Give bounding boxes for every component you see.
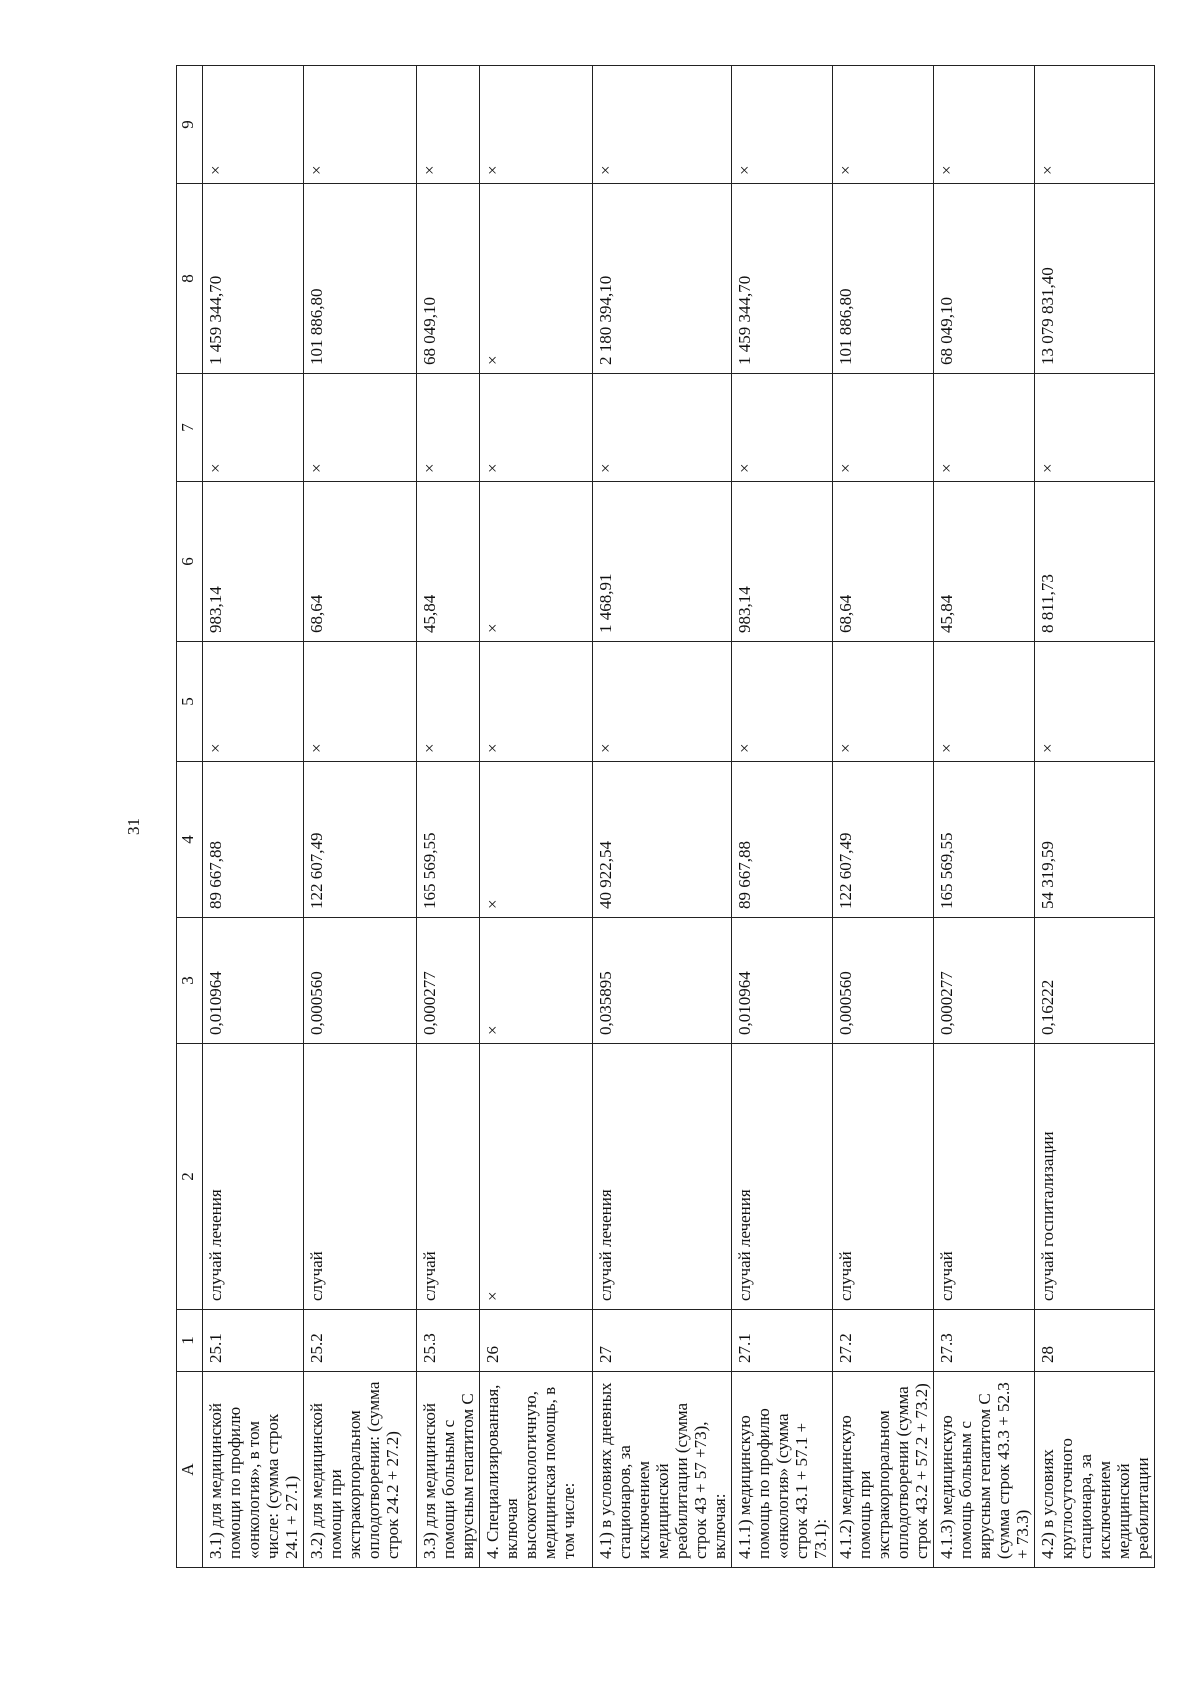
table-row (833, 66, 934, 1568)
value-cell: 68 049,10 (417, 184, 480, 374)
value-cell: 0,035895 (593, 918, 732, 1044)
value-cell: × (203, 66, 304, 184)
value-cell: 54 319,59 (1035, 762, 1155, 918)
header-col-4: 4 (177, 762, 203, 918)
row-code: 27.2 (833, 1310, 934, 1372)
value-cell: 101 886,80 (304, 184, 417, 374)
row-label: 4.1) в условиях дневных стационаров, за исключением медицинской реабилитации (сумма строк 43 + 57 +73), включая: (593, 1372, 732, 1568)
value-cell: × (480, 762, 593, 918)
table-row (417, 66, 480, 1568)
header-col-9: 9 (177, 66, 203, 184)
value-cell: 101 886,80 (833, 184, 934, 374)
value-cell: × (304, 66, 417, 184)
header-col-7: 7 (177, 374, 203, 482)
value-cell: × (1035, 642, 1155, 762)
value-cell: 68,64 (833, 482, 934, 642)
header-col-3: 3 (177, 918, 203, 1044)
value-cell: 122 607,49 (833, 762, 934, 918)
value-cell: 40 922,54 (593, 762, 732, 918)
value-cell: × (732, 374, 833, 482)
value-cell: 983,14 (203, 482, 304, 642)
row-code: 25.3 (417, 1310, 480, 1372)
report-table (176, 65, 1155, 1568)
value-cell: 0,000560 (833, 918, 934, 1044)
value-cell: 13 079 831,40 (1035, 184, 1155, 374)
value-cell: × (480, 66, 593, 184)
row-label: 3.1) для медицинской помощи по профилю «онкология», в том числе: (сумма строк 24.1 + 27.1) (203, 1372, 304, 1568)
value-cell: × (593, 374, 732, 482)
value-cell: 45,84 (417, 482, 480, 642)
value-cell: 89 667,88 (732, 762, 833, 918)
value-cell: 165 569,55 (417, 762, 480, 918)
table-row (593, 66, 732, 1568)
unit-cell: случай (417, 1044, 480, 1310)
table-row (203, 66, 304, 1568)
unit-cell: случай (934, 1044, 1035, 1310)
row-label: 4.1.2) медицинскую помощь при экстракорпоральном оплодотворении (сумма строк 43.2 + 57.2 + 73.2) (833, 1372, 934, 1568)
unit-cell: случай лечения (732, 1044, 833, 1310)
value-cell: 0,000560 (304, 918, 417, 1044)
value-cell: × (480, 918, 593, 1044)
page-number: 31 (124, 818, 143, 835)
table-row (1035, 66, 1155, 1568)
value-cell: 68,64 (304, 482, 417, 642)
value-cell: × (833, 374, 934, 482)
value-cell: 0,000277 (417, 918, 480, 1044)
row-label: 4.1.1) медицинскую помощь по профилю «онкология» (сумма строк 43.1 + 57.1 + 73.1): (732, 1372, 833, 1568)
unit-cell: случай (833, 1044, 934, 1310)
row-label: 4.1.3) медицинскую помощь больным с вирусным гепатитом С (сумма строк 43.3 + 52.3 + 73.3) (934, 1372, 1035, 1568)
value-cell: 2 180 394,10 (593, 184, 732, 374)
value-cell: × (203, 642, 304, 762)
value-cell: × (934, 374, 1035, 482)
row-code: 27.1 (732, 1310, 833, 1372)
row-code: 26 (480, 1310, 593, 1372)
value-cell: 165 569,55 (934, 762, 1035, 918)
header-col-8: 8 (177, 184, 203, 374)
row-label: 3.2) для медицинской помощи при экстракорпоральном оплодотворении: (сумма строк 24.2 + 27.2) (304, 1372, 417, 1568)
value-cell: × (417, 374, 480, 482)
unit-cell: случай лечения (203, 1044, 304, 1310)
value-cell: × (1035, 66, 1155, 184)
rotated-table-container (176, 66, 1152, 1568)
row-code: 25.2 (304, 1310, 417, 1372)
row-code: 28 (1035, 1310, 1155, 1372)
value-cell: 1 468,91 (593, 482, 732, 642)
value-cell: 45,84 (934, 482, 1035, 642)
value-cell: 122 607,49 (304, 762, 417, 918)
value-cell: 8 811,73 (1035, 482, 1155, 642)
value-cell: × (480, 374, 593, 482)
value-cell: × (833, 66, 934, 184)
value-cell: × (593, 66, 732, 184)
header-row (177, 66, 203, 1568)
value-cell: × (593, 642, 732, 762)
value-cell: 0,010964 (732, 918, 833, 1044)
row-label: 4. Специализированная, включая высокотехнологичную, медицинская помощь, в том числе: (480, 1372, 593, 1568)
value-cell: × (417, 66, 480, 184)
header-col-a: А (177, 1372, 203, 1568)
value-cell: 89 667,88 (203, 762, 304, 918)
value-cell: × (934, 66, 1035, 184)
row-label: 4.2) в условиях круглосуточного стационара, за исключением медицинской реабилитации (1035, 1372, 1155, 1568)
header-col-5: 5 (177, 642, 203, 762)
value-cell: × (1035, 374, 1155, 482)
unit-cell: × (480, 1044, 593, 1310)
value-cell: × (833, 642, 934, 762)
value-cell: × (934, 642, 1035, 762)
row-label: 3.3) для медицинской помощи больным с вирусным гепатитом С (417, 1372, 480, 1568)
value-cell: 1 459 344,70 (203, 184, 304, 374)
table-row (304, 66, 417, 1568)
value-cell: × (480, 642, 593, 762)
value-cell: × (304, 374, 417, 482)
table-row (480, 66, 593, 1568)
row-code: 27 (593, 1310, 732, 1372)
row-code: 27.3 (934, 1310, 1035, 1372)
value-cell: × (480, 482, 593, 642)
table-row (934, 66, 1035, 1568)
value-cell: 1 459 344,70 (732, 184, 833, 374)
header-col-2: 2 (177, 1044, 203, 1310)
table-row (732, 66, 833, 1568)
value-cell: 983,14 (732, 482, 833, 642)
value-cell: × (304, 642, 417, 762)
header-col-6: 6 (177, 482, 203, 642)
row-code: 25.1 (203, 1310, 304, 1372)
value-cell: 0,010964 (203, 918, 304, 1044)
value-cell: × (480, 184, 593, 374)
unit-cell: случай (304, 1044, 417, 1310)
value-cell: 68 049,10 (934, 184, 1035, 374)
unit-cell: случай госпитализации (1035, 1044, 1155, 1310)
value-cell: × (732, 66, 833, 184)
value-cell: × (417, 642, 480, 762)
value-cell: × (732, 642, 833, 762)
value-cell: 0,16222 (1035, 918, 1155, 1044)
value-cell: × (203, 374, 304, 482)
header-col-1: 1 (177, 1310, 203, 1372)
unit-cell: случай лечения (593, 1044, 732, 1310)
value-cell: 0,000277 (934, 918, 1035, 1044)
